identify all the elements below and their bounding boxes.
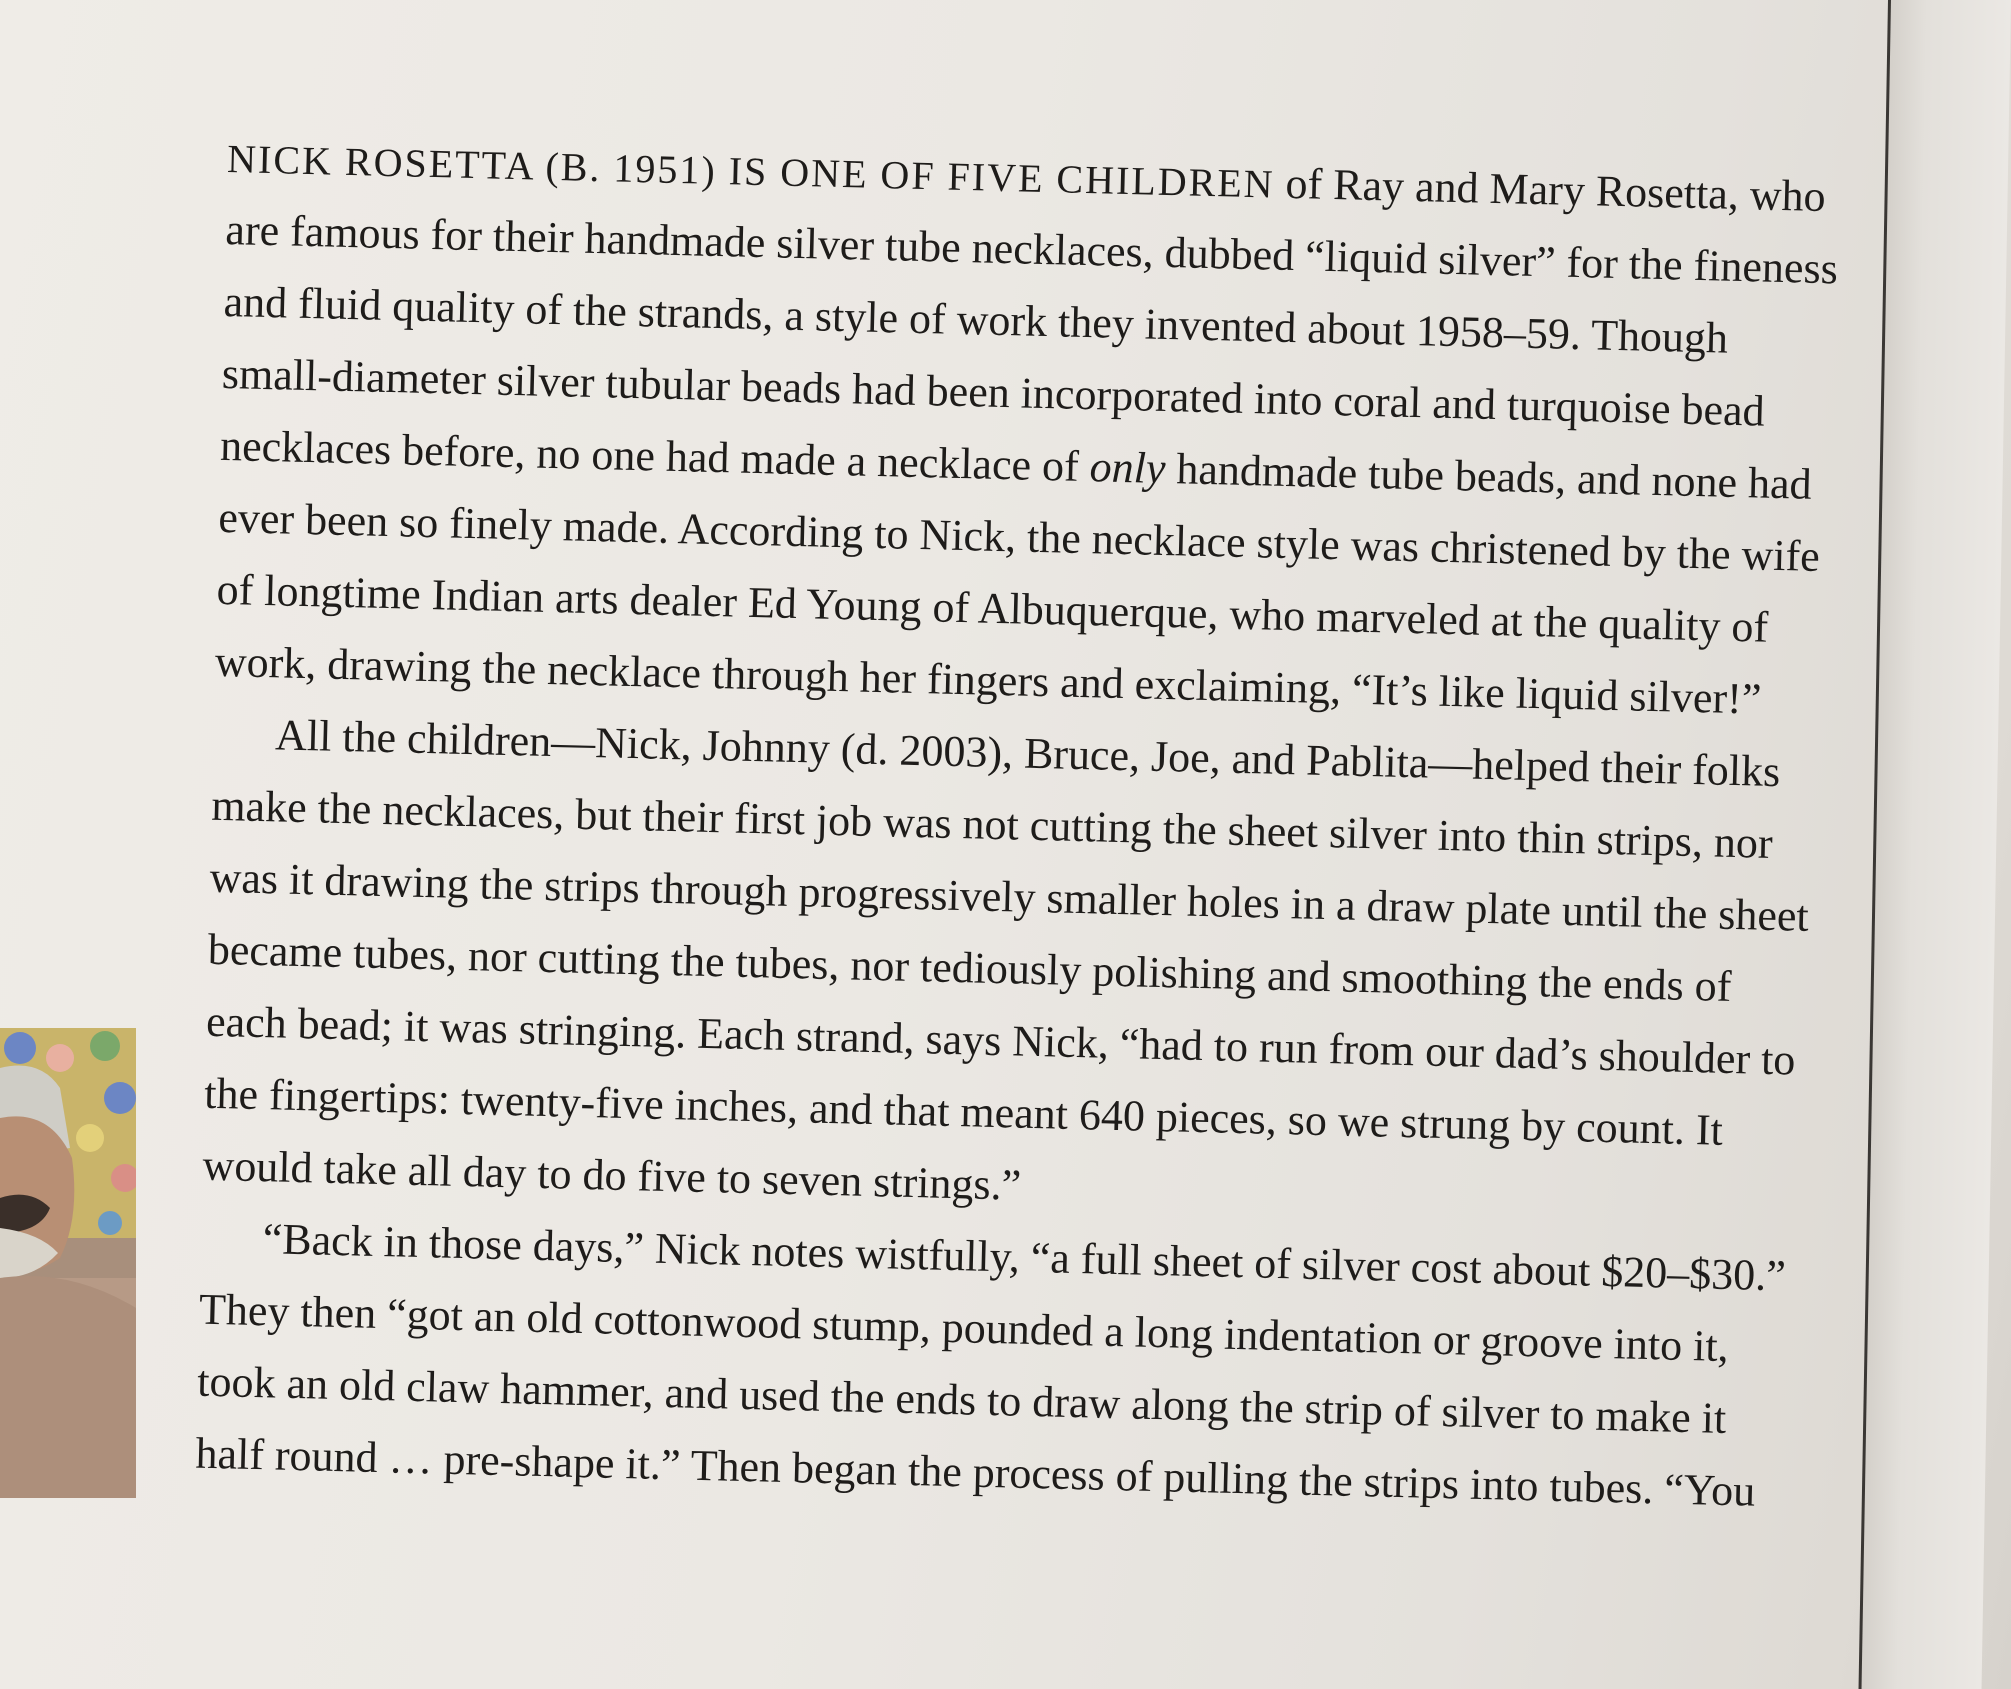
text-line: the fingertips: twenty-five inches, and that meant 640 pieces, so we strung by count. It: [203, 1068, 1724, 1155]
text-line: would take all day to do five to seven strings.”: [202, 1140, 1022, 1210]
text-line: and fluid quality of the strands, a style of work they invented about 1958–59. Though: [223, 276, 1729, 363]
text-line: work, drawing the necklace through her fingers and exclaiming, “It’s like liquid silver!”: [214, 636, 1762, 724]
lead-in-small-caps: NICK ROSETTA (B. 1951) IS ONE OF FIVE CHILDREN: [226, 135, 1276, 207]
facing-page-edge: [1859, 0, 2011, 1689]
text-line: small-diameter silver tubular beads had been incorporated into coral and turquoise bead: [221, 348, 1766, 436]
text-line: was it drawing the strips through progressively smaller holes in a draw plate until the sheet: [209, 852, 1810, 941]
portrait-photo: [0, 1028, 136, 1498]
line-text: of Ray and Mary Rosetta, who: [1274, 158, 1827, 222]
text-line: each bead; it was stringing. Each strand, says Nick, “had to run from our dad’s shoulder to: [205, 996, 1797, 1085]
text-line: They then “got an old cottonwood stump, pounded a long indentation or groove into it,: [198, 1284, 1730, 1372]
line-text: necklaces before, no one had made a necklace of: [219, 420, 1091, 492]
text-line: are famous for their handmade silver tube necklaces, dubbed “liquid silver” for the fineness: [224, 204, 1839, 294]
text-line: All the children—Nick, Johnny (d. 2003), Bruce, Joe, and Pablita—helped their folks: [274, 710, 1781, 797]
article-text: [195, 128, 1839, 1516]
text-line: became tubes, nor cutting the tubes, nor tediously polishing and smoothing the ends of: [207, 924, 1732, 1011]
text-line: make the necklaces, but their first job was not cutting the sheet silver into thin strips, nor: [210, 780, 1774, 868]
text-line: ever been so finely made. According to Nick, the necklace style was christened by the wife: [217, 492, 1821, 582]
text-line: half round … pre-shape it.” Then began the process of pulling the strips into tubes. “You: [195, 1428, 1756, 1516]
emphasis-text: only: [1089, 442, 1167, 493]
text-line: of longtime Indian arts dealer Ed Young of Albuquerque, who marveled at the quality of: [216, 564, 1769, 652]
text-line: “Back in those days,” Nick notes wistfully, “a full sheet of silver cost about $20–$30.”: [262, 1214, 1787, 1301]
line-text: handmade tube beads, and none had: [1164, 444, 1813, 509]
text-line: took an old claw hammer, and used the ends to draw along the strip of silver to make it: [196, 1356, 1727, 1443]
portrait-photo-icon: [0, 1028, 136, 1498]
